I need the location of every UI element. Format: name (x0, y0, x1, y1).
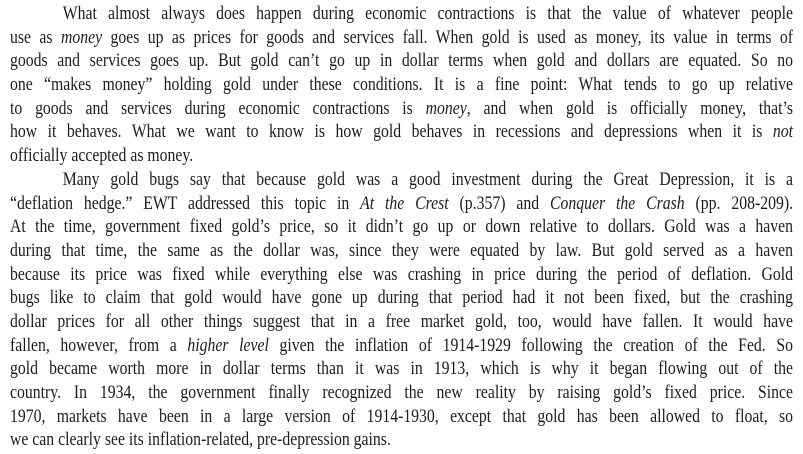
text-line (10, 27, 793, 51)
text-run: we can clearly see its inflation-related, pre-depression gains. (10, 430, 391, 451)
text-block (10, 3, 793, 453)
italic-text-run: money (60, 27, 103, 48)
text-line (10, 264, 793, 288)
italic-text-run: higher level (187, 335, 269, 356)
italic-text-run: money (425, 98, 467, 119)
text-line (10, 74, 793, 98)
text-line (10, 193, 793, 217)
text-line (10, 169, 793, 193)
paragraph (10, 3, 793, 169)
text-run: fallen, however, from a (10, 335, 188, 356)
text-run: gold became worth more in dollar terms than it was in 1913, which is why it began flowing out of the (10, 359, 794, 380)
text-line (10, 358, 793, 382)
text-run: bugs like to claim that gold would have gone up during that period had it not been fixed, but the crashing (10, 288, 794, 309)
text-run: officially accepted as money. (10, 146, 194, 167)
text-line (10, 287, 793, 311)
text-line (10, 429, 793, 453)
text-run: because its price was fixed while everything else was crashing in price during the period of deflation. Gold (10, 264, 794, 285)
text-run: goes up as prices for goods and services fall. When gold is used as money, its value in terms of (102, 27, 794, 48)
text-line (10, 382, 793, 406)
italic-text-run: Conquer the Crash (549, 193, 685, 214)
text-run: (p.357) and (448, 193, 550, 214)
text-line (10, 240, 793, 264)
text-line (10, 98, 793, 122)
text-run: how it behaves. What we want to know is how gold behaves in recessions and depressions when it is (10, 122, 773, 143)
text-line (10, 335, 793, 359)
text-run: during that time, the same as the dollar was, since they were equated by law. But gold served as a haven (10, 240, 794, 261)
paragraph (10, 169, 793, 453)
text-run: 1970, markets have been in a large version of 1914-1930, except that gold has been allowed to float, so (10, 406, 794, 427)
text-run: “deflation hedge.” EWT addressed this topic in (10, 193, 361, 214)
text-run: What almost always does happen during economic contractions is that the value of whatever people (62, 4, 794, 24)
text-line (10, 50, 793, 74)
text-run: to goods and services during economic contractions is (10, 98, 426, 119)
text-run: country. In 1934, the government finally recognized the new reality by raising gold’s fixed price. Since (10, 383, 794, 403)
text-line (10, 3, 793, 27)
text-run: given the inflation of 1914-1929 following the creation of the Fed. So (268, 335, 793, 356)
text-line (10, 121, 793, 145)
text-run: (pp. 208-209). (684, 193, 794, 214)
text-run: Many gold bugs say that because gold was a good investment during the Great Depression, it is a (62, 169, 794, 190)
text-run: At the time, government fixed gold’s price, so it didn’t go up or down relative to dollars. Gold was a haven (10, 217, 794, 238)
text-run: use as (10, 27, 61, 48)
text-run: , and when gold is officially money, that’s (466, 98, 794, 119)
text-run: dollar prices for all other things suggest that in a free market gold, too, would have fallen. It would have (10, 311, 794, 332)
text-run: goods and services goes up. But gold can’t go up in dollar terms when gold and dollars are equated. So no (10, 51, 794, 72)
text-line (10, 406, 793, 430)
text-line (10, 311, 793, 335)
text-run: one “makes money” holding gold under these conditions. It is a fine point: What tends to go up relative (10, 75, 794, 96)
italic-text-run: At the Crest (360, 193, 449, 214)
text-line (10, 216, 793, 240)
italic-text-run: not (772, 122, 794, 143)
text-line (10, 145, 793, 169)
